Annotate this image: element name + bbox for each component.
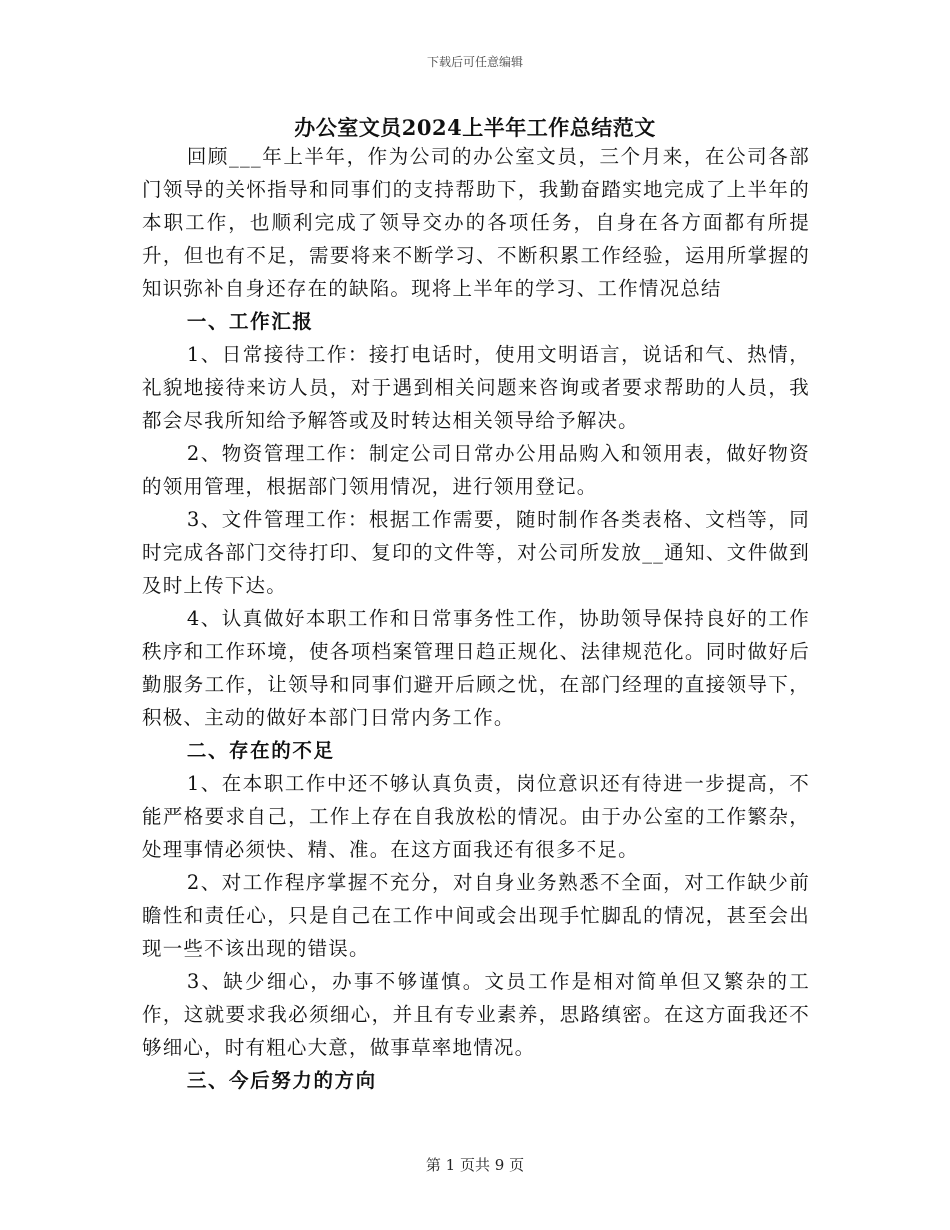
- header-note: 下载后可任意编辑: [426, 55, 523, 69]
- work-report-item: 3、文件管理工作：根据工作需要，随时制作各类表格、文档等，同时完成各部门交待打印、复印的文件等，对公司所发放__通知、文件做到及时上传下达。: [142, 508, 810, 597]
- work-report-item: 1、日常接待工作：接打电话时，使用文明语言，说话和气、热情，礼貌地接待来访人员，对于遇到相关问题来咨询或者要求帮助的人员，我都会尽我所知给予解答或及时转达相关领导给予解决。: [142, 343, 810, 432]
- page-number: 第 1 页共 9 页: [425, 1156, 525, 1174]
- shortcoming-item: 3、缺少细心，办事不够谨慎。文员工作是相对简单但又繁杂的工作，这就要求我必须细心，并且有专业素养，思路缜密。在这方面我还不够细心，时有粗心大意，做事草率地情况。: [142, 970, 810, 1059]
- work-report-item: 4、认真做好本职工作和日常事务性工作，协助领导保持良好的工作秩序和工作环境，使各项档案管理日趋正规化、法律规范化。同时做好后勤服务工作，让领导和同事们避开后顾之忧，在部门经理的直接领导下，积极、主动的做好本部门日常内务工作。: [142, 607, 810, 729]
- section-heading-work-report: 一、工作汇报: [186, 310, 314, 333]
- section-heading-future-direction: 三、今后努力的方向: [186, 1069, 377, 1092]
- work-report-item: 2、物资管理工作：制定公司日常办公用品购入和领用表，做好物资的领用管理，根据部门领用情况，进行领用登记。: [142, 442, 810, 498]
- intro-paragraph: 回顾___年上半年，作为公司的办公室文员，三个月来，在公司各部门领导的关怀指导和同事们的支持帮助下，我勤奋踏实地完成了上半年的本职工作，也顺利完成了领导交办的各项任务，自身在各方面都有所提升，但也有不足，需要将来不断学习、不断积累工作经验，运用所掌握的知识弥补自身还存在的缺陷。现将上半年的学习、工作情况总结: [142, 145, 810, 300]
- section-heading-shortcomings: 二、存在的不足: [186, 739, 335, 762]
- shortcoming-item: 1、在本职工作中还不够认真负责，岗位意识还有待进一步提高，不能严格要求自己，工作上存在自我放松的情况。由于办公室的工作繁杂，处理事情必须快、精、准。在这方面我还有很多不足。: [142, 772, 810, 861]
- shortcoming-item: 2、对工作程序掌握不充分，对自身业务熟悉不全面，对工作缺少前瞻性和责任心，只是自己在工作中间或会出现手忙脚乱的情况，甚至会出现一些不该出现的错误。: [142, 871, 810, 960]
- document-body: [142, 140, 810, 1097]
- document-title: 办公室文员2024上半年工作总结范文: [294, 115, 656, 140]
